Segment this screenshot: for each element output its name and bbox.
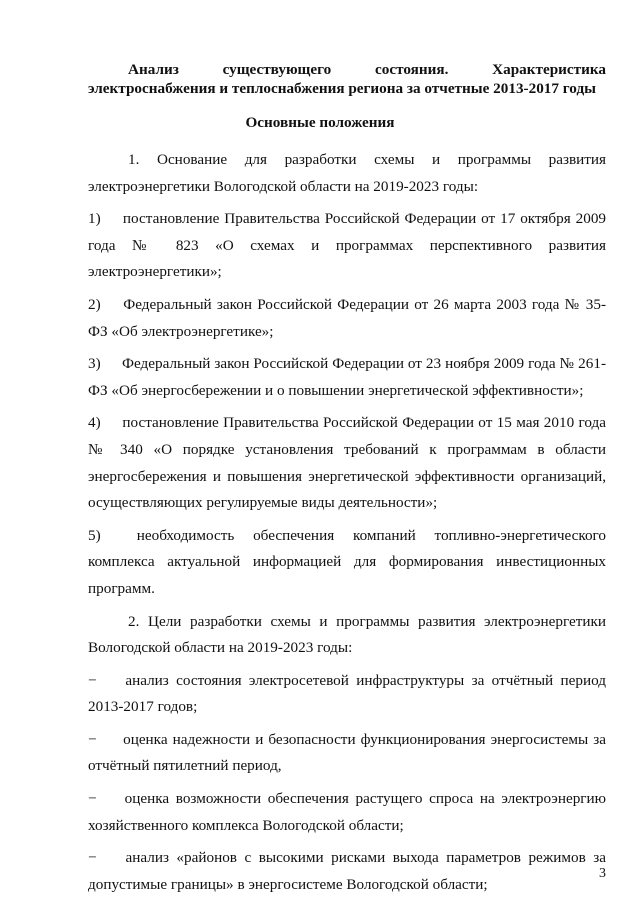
list-item-text: постановление Правительства Российской Федерации от 17 октября 2009 года № 823 «О схемах и программах перспективного развития электроэнергетики»; bbox=[88, 210, 607, 281]
bullet-item bbox=[88, 727, 606, 780]
list-item bbox=[88, 206, 606, 286]
bullet-item bbox=[88, 668, 606, 721]
list-item-number: 2) bbox=[88, 295, 101, 313]
bullet-text: оценка возможности обеспечения растущего спроса на электроэнергию хозяйственного комплекса Вологодской области; bbox=[88, 790, 606, 834]
section-2-intro: 2. Цели разработки схемы и программы развития электроэнергетики Вологодской области на 2019-2023 годы: bbox=[88, 612, 606, 657]
list-item bbox=[88, 292, 606, 345]
list-item-text: Федеральный закон Российской Федерации от 23 ноября 2009 года № 261-ФЗ «Об энергосбережении и о повышении энергетической эффективности»; bbox=[88, 355, 607, 399]
list-item-number: 3) bbox=[88, 355, 101, 373]
page-number: 3 bbox=[599, 866, 606, 881]
list-item-text: Федеральный закон Российской Федерации от 26 марта 2003 года № 35-ФЗ «Об электроэнергетике»; bbox=[88, 295, 607, 340]
list-item-number: 4) bbox=[88, 414, 101, 432]
title-word-4: Характеристика bbox=[492, 61, 606, 78]
title-word-2: существующего bbox=[222, 61, 332, 78]
title-line-1 bbox=[88, 60, 606, 79]
list-item-text: необходимость обеспечения компаний топливно-энергетического комплекса актуальной информацией для формирования инвестиционных программ. bbox=[88, 526, 606, 597]
list-item-text: постановление Правительства Российской Федерации от 15 мая 2010 года № 340 «О порядке установления требований к программам в области энергосбережения и повышения энергетической эффективности организаций, осуществляющих регулируемые виды деятельности»; bbox=[88, 414, 606, 512]
bullet-dash: − bbox=[88, 790, 97, 808]
section-heading: Основные положения bbox=[245, 114, 395, 131]
list-item bbox=[88, 523, 606, 603]
list-item-number: 1) bbox=[88, 210, 101, 228]
bullet-dash: − bbox=[88, 849, 97, 867]
section-1-intro: 1. Основание для разработки схемы и программы развития электроэнергетики Вологодской области на 2019-2023 годы: bbox=[88, 151, 606, 195]
document-body bbox=[88, 147, 606, 904]
bullet-text: анализ «районов с высокими рисками выхода параметров режимов за допустимые границы» в энергосистеме Вологодской области; bbox=[88, 849, 607, 893]
title-word-3: состояния. bbox=[375, 61, 449, 78]
bullet-text: анализ состояния электросетевой инфраструктуры за отчётный период 2013-2017 годов; bbox=[88, 671, 607, 716]
list-item bbox=[88, 351, 606, 404]
title-line-2: электроснабжения и теплоснабжения региона за отчетные 2013-2017 годы bbox=[88, 80, 596, 97]
list-item bbox=[88, 410, 606, 516]
title-word-1: Анализ bbox=[128, 61, 179, 78]
bullet-item bbox=[88, 845, 606, 898]
bullet-dash: − bbox=[88, 671, 97, 689]
document-title bbox=[88, 60, 606, 98]
bullet-dash: − bbox=[88, 730, 97, 748]
bullet-text: оценка надежности и безопасности функционирования энергосистемы за отчётный пятилетний период, bbox=[88, 730, 606, 775]
bullet-item bbox=[88, 786, 606, 839]
list-item-number: 5) bbox=[88, 526, 101, 544]
